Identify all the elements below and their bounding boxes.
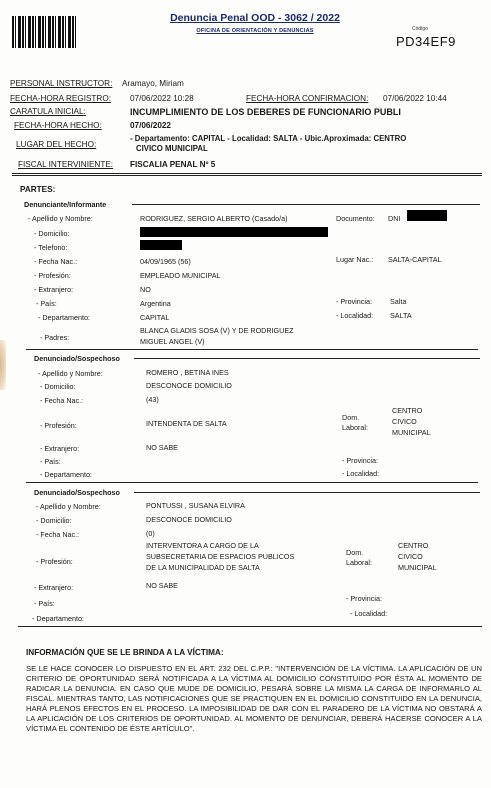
denunciado-1-localidad-label: - Localidad:: [342, 469, 380, 478]
denunciado-2-dom-laboral-label-1: Dom.: [346, 548, 364, 557]
denunciante-fecha-nac-value: 04/09/1965 (56): [140, 257, 191, 266]
divider-top-2: [12, 175, 482, 176]
denunciado-1-profesion-value: INTENDENTA DE SALTA: [146, 419, 227, 428]
denunciante-extranjero-label: - Extranjero:: [34, 285, 74, 294]
denunciante-pais-label: - País:: [36, 299, 57, 308]
denunciado-2-fecha-nac-value: (0): [146, 529, 155, 538]
denunciado-2-localidad-label: - Localidad:: [350, 609, 388, 618]
denunciante-lugar-nac-label: Lugar Nac.:: [336, 255, 374, 264]
instructor-label: PERSONAL INSTRUCTOR:: [10, 79, 113, 88]
denunciado-2-dom-laboral-value-2: CIVICO: [398, 552, 423, 561]
denunciado-2-rule: [134, 492, 480, 493]
divider-top: [12, 173, 482, 174]
denunciado-1-rule: [134, 358, 480, 359]
office-name: OFICINA DE ORIENTACIÓN Y DENUNCIAS: [196, 28, 314, 34]
denunciado-1-profesion-label: - Profesión:: [40, 421, 77, 430]
caratula-label: CARATULA INICIAL:: [10, 107, 86, 116]
denunciado-1-provincia-label: - Provincia:: [342, 456, 378, 465]
denunciado-2-provincia-label: - Provincia:: [346, 594, 382, 603]
denunciado-2-domicilio-label: - Domicilio:: [36, 516, 72, 525]
denunciado-2-profesion-value-2: SUBSECRETARIA DE ESPACIOS PUBLICOS: [146, 552, 295, 561]
denunciado-2-profesion-value-1: INTERVENTORA A CARGO DE LA: [146, 541, 259, 550]
denunciado-2-departamento-label: - Departamento:: [32, 614, 84, 623]
denunciante-domicilio-label: - Domicilio:: [34, 229, 70, 238]
denunciante-documento-value: DNI: [388, 214, 401, 223]
denunciante-pais-value: Argentina: [140, 299, 171, 308]
redaction-bar: [140, 227, 328, 237]
divider: [26, 349, 478, 350]
denunciante-padres-value-1: BLANCA GLADIS SOSA (V) Y DE RODRIGUEZ: [140, 326, 294, 335]
denunciado-1-departamento-label: - Departamento:: [40, 470, 92, 479]
denunciante-nombre-value: RODRIGUEZ, SERGIO ALBERTO (Casado/a): [140, 214, 288, 223]
denunciado-1-extranjero-value: NO SABE: [146, 443, 178, 452]
denunciado-1-dom-laboral-label-2: Laboral:: [342, 423, 368, 432]
denunciado-1-domicilio-value: DESCONOCE DOMICILIO: [146, 381, 232, 390]
lugar-value-2: CIVICO MUNICIPAL: [136, 144, 208, 153]
denunciado-1-fecha-nac-value: (43): [146, 395, 159, 404]
denunciante-departamento-label: - Departamento:: [38, 313, 90, 322]
denunciado-1-dom-laboral-label-1: Dom.: [342, 413, 360, 422]
denunciado-2-dom-laboral-value-1: CENTRO: [398, 541, 429, 550]
denunciante-localidad-label: - Localidad:: [336, 311, 374, 320]
info-title: INFORMACIÓN QUE SE LE BRINDA A LA VÍCTIMA:: [26, 648, 224, 657]
divider: [26, 482, 478, 483]
confirmacion-label: FECHA-HORA CONFIRMACION:: [246, 94, 369, 103]
code-label: Código: [412, 26, 428, 32]
registro-value: 07/06/2022 10:28: [130, 94, 194, 103]
denunciado-2-fecha-nac-label: - Fecha Nac.:: [36, 530, 80, 539]
denunciante-section-title: Denunciante/Informante: [24, 200, 107, 209]
denunciante-padres-value-2: MIGUEL ANGEL (V): [140, 337, 205, 346]
denunciado-1-fecha-nac-label: - Fecha Nac.:: [40, 396, 84, 405]
denunciante-provincia-value: Salta: [390, 297, 407, 306]
denunciado-1-dom-laboral-value-3: MUNICIPAL: [392, 428, 431, 437]
denunciado-1-dom-laboral-value-2: CIVICO: [392, 417, 417, 426]
denunciado-2-domicilio-value: DESCONOCE DOMICILIO: [146, 515, 232, 524]
denunciado-1-nombre-value: ROMERO , BETINA INES: [146, 368, 229, 377]
hecho-fecha-value: 07/06/2022: [130, 121, 171, 130]
redaction-bar: [407, 210, 447, 221]
code-value: PD34EF9: [396, 34, 456, 49]
lugar-value-1: - Departamento: CAPITAL - Localidad: SALTA - Ubic.Aproximada: CENTRO: [130, 134, 407, 143]
denunciante-localidad-value: SALTA: [390, 311, 412, 320]
denunciado-1-section-title: Denunciado/Sospechoso: [34, 354, 120, 363]
denunciante-provincia-label: - Provincia:: [336, 297, 372, 306]
denunciado-2-nombre-label: - Apellido y Nombre:: [36, 502, 101, 511]
barcode-image: [12, 16, 76, 48]
fiscal-value: FISCALIA PENAL Nº 5: [130, 160, 216, 169]
denunciado-1-pais-label: - País:: [40, 457, 61, 466]
denunciante-rule: [132, 204, 480, 205]
denunciado-1-nombre-label: - Apellido y Nombre:: [38, 369, 103, 378]
document-title: Denuncia Penal OOD - 3062 / 2022: [170, 12, 340, 24]
caratula-value: INCUMPLIMIENTO DE LOS DEBERES DE FUNCIONARIO PUBLI: [130, 107, 401, 117]
denunciado-2-extranjero-value: NO SABE: [146, 581, 178, 590]
denunciado-2-profesion-value-3: DE LA MUNICIPALIDAD DE SALTA: [146, 563, 260, 572]
confirmacion-value: 07/06/2022 10:44: [383, 94, 447, 103]
denunciado-1-dom-laboral-value-1: CENTRO: [392, 406, 423, 415]
denunciado-2-dom-laboral-value-3: MUNICIPAL: [398, 563, 437, 572]
denunciante-profesion-value: EMPLEADO MUNICIPAL: [140, 271, 221, 280]
instructor-value: Aramayo, Miriam: [122, 79, 184, 88]
denunciante-lugar-nac-value: SALTA-CAPITAL: [388, 255, 442, 264]
divider-bottom: [18, 626, 482, 627]
denunciado-2-profesion-label: - Profesión:: [36, 557, 73, 566]
denunciado-2-section-title: Denunciado/Sospechoso: [34, 488, 120, 497]
denunciado-2-extranjero-label: - Extranjero:: [34, 583, 74, 592]
fiscal-label: FISCAL INTERVINIENTE:: [18, 160, 114, 169]
denunciante-profesion-label: - Profesión:: [34, 271, 71, 280]
denunciante-fecha-nac-label: - Fecha Nac.:: [34, 257, 78, 266]
denunciante-telefono-label: - Telefono:: [34, 243, 68, 252]
partes-title: PARTES:: [20, 185, 56, 194]
finger-edge: [0, 340, 6, 390]
denunciante-nombre-label: - Apellido y Nombre:: [28, 214, 93, 223]
denunciante-departamento-value: CAPITAL: [140, 313, 170, 322]
hecho-fecha-label: FECHA-HORA HECHO:: [14, 121, 102, 130]
redaction-bar: [140, 240, 182, 250]
denunciante-padres-label: - Padres:: [40, 333, 70, 342]
denunciante-extranjero-value: NO: [140, 285, 151, 294]
lugar-label: LUGAR DEL HECHO:: [16, 140, 97, 149]
denunciado-2-dom-laboral-label-2: Laboral:: [346, 558, 372, 567]
denunciado-2-pais-label: - País:: [34, 599, 55, 608]
denunciante-documento-label: Documento:: [336, 214, 375, 223]
denunciado-1-domicilio-label: - Domicilio:: [40, 382, 76, 391]
registro-label: FECHA-HORA REGISTRO:: [10, 94, 111, 103]
denunciado-2-nombre-value: PONTUSSI , SUSANA ELVIRA: [146, 501, 245, 510]
denunciado-1-extranjero-label: - Extranjero:: [40, 444, 80, 453]
info-text: SE LE HACE CONOCER LO DISPUESTO EN EL ART. 232 DEL C.P.P.: "INTERVENCIÓN DE LA VÍCTIMA. LA APLICACIÓN DE UN CRITERIO DE OPORTUNIDAD SERÁ NOTIFICADA A LA VÍCTIMA AL DOMICILIO CONSTITUIDO POR ÉSTA AL MOMENTO DE RADICAR LA DENUNCIA. EN CASO QUE MUDE DE DOMICILIO, PESARÁ SOBRE LA MISMA LA CARGA DE INFORMARLO AL FISCAL. MIENTRAS TANTO, LAS NOTIFICACIONES QUE SE PRACTIQUEN EN EL DOMICILIO CONSTITUIDO EN LA DENUNCIA, HARÁ PLENOS EFECTOS EN EL PROCESO. LA IMPOSIBILIDAD DE DAR CON EL PARADERO DE LA VÍCTIMA NO OBSTARÁ A LA APLICACIÓN DE LOS CRITERIOS DE OPORTUNIDAD. AL MOMENTO DE DENUNCIAR, DEBERÁ HACERSE CONOCER A LA VÍCTIMA EL CONTENIDO DE ÉSTE ARTÍCULO".: [26, 664, 482, 733]
